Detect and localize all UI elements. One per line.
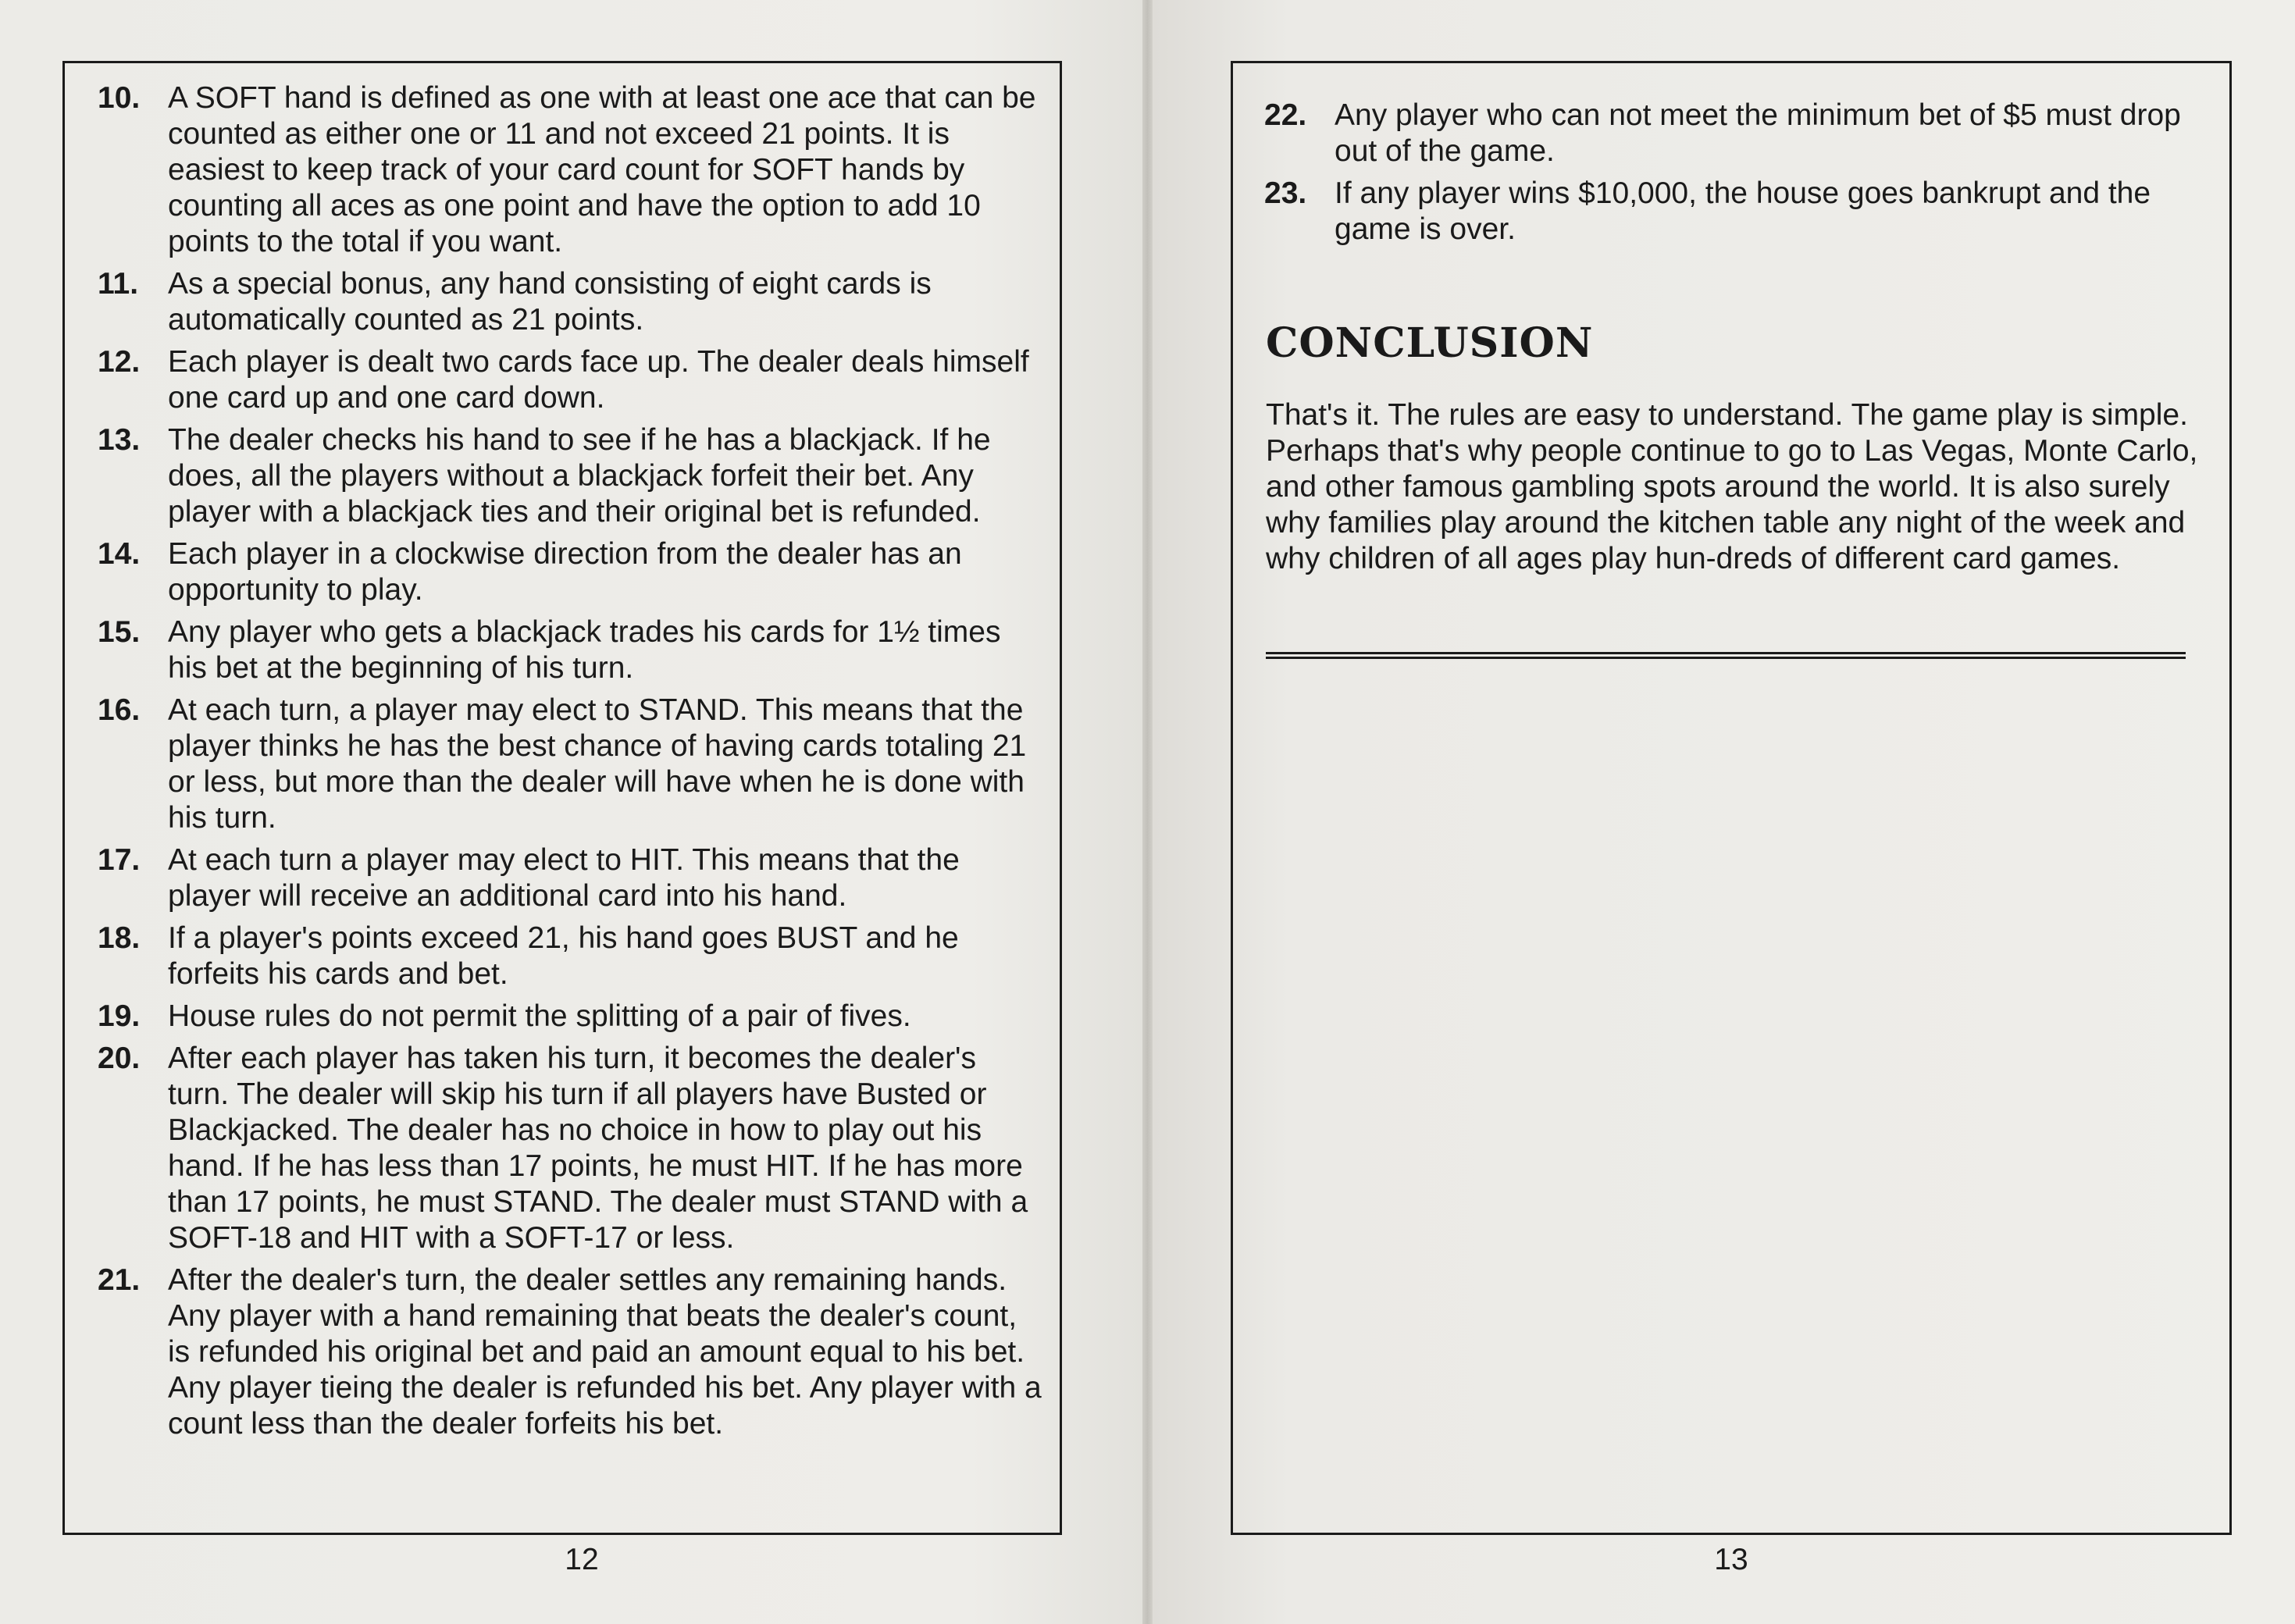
rule-text: A SOFT hand is defined as one with at least one ace that can be counted as either one or 11 and not exceed 21 points. It is easiest to keep track of your card count for SOFT hands by counting all aces as one point and have the option to add 10 points to the total if you want. (168, 81, 1036, 258)
rule-number: 10. (98, 81, 141, 115)
rule-item (98, 614, 1042, 686)
rule-text: House rules do not permit the splitting of a pair of fives. (168, 999, 911, 1033)
rule-item (98, 1041, 1042, 1256)
rule-item (98, 266, 1042, 338)
rule-item (98, 422, 1042, 530)
rule-number: 21. (98, 1263, 141, 1297)
rule-text: If any player wins $10,000, the house goes bankrupt and the game is over. (1335, 176, 2151, 246)
rule-number: 11. (98, 267, 139, 301)
right-page (1153, 0, 2295, 1624)
rules-list-right (1264, 98, 2201, 254)
rule-item (98, 80, 1042, 260)
rule-item (1264, 176, 2201, 248)
rule-item (98, 1263, 1042, 1442)
rules-list-left (98, 80, 1042, 1448)
rule-item (98, 842, 1042, 914)
rule-text: The dealer checks his hand to see if he has a blackjack. If he does, all the players without a blackjack forfeit their bet. Any player with a blackjack ties and their original bet is refunded. (168, 423, 991, 529)
rule-text: Any player who can not meet the minimum bet of $5 must drop out of the game. (1335, 98, 2181, 168)
rule-number: 12. (98, 345, 141, 379)
rule-item (98, 999, 1042, 1035)
page-number: 13 (1714, 1543, 1748, 1576)
rule-number: 15. (98, 615, 141, 649)
rule-number: 16. (98, 693, 141, 727)
rule-text: Any player who gets a blackjack trades his cards for 1½ times his bet at the beginning of his turn. (168, 615, 1001, 685)
rule-item (98, 921, 1042, 992)
right-page-frame (1231, 61, 2232, 1535)
rule-number: 19. (98, 999, 141, 1033)
rule-text: After the dealer's turn, the dealer settles any remaining hands. Any player with a hand remaining that beats the dealer's count, is refunded his original bet and paid an amount equal to his bet. Any player tieing the dealer is refunded his bet. Any player with a count less than the dealer forfeits his bet. (168, 1263, 1042, 1441)
rule-text: As a special bonus, any hand consisting of eight cards is automatically counted as 21 points. (168, 267, 932, 337)
rule-number: 22. (1264, 98, 1307, 132)
left-page-frame (62, 61, 1062, 1535)
rule-item (1264, 98, 2201, 169)
rule-text: Each player in a clockwise direction from the dealer has an opportunity to play. (168, 537, 962, 607)
rule-text: Each player is dealt two cards face up. The dealer deals himself one card up and one card down. (168, 345, 1029, 415)
rule-item (98, 693, 1042, 836)
rule-text: After each player has taken his turn, it becomes the dealer's turn. The dealer will skip his turn if all players have Busted or Blackjacked. The dealer has no choice in how to play out his hand. If he has less than 17 points, he must HIT. If he has more than 17 points, he must STAND. The dealer must STAND with a SOFT-18 and HIT with a SOFT-17 or less. (168, 1042, 1028, 1255)
double-rule-divider (1266, 652, 2186, 659)
rule-item (98, 536, 1042, 608)
rule-number: 17. (98, 843, 141, 877)
rule-number: 14. (98, 537, 141, 571)
rule-number: 20. (98, 1042, 141, 1075)
rule-number: 18. (98, 921, 141, 955)
conclusion-paragraph: That's it. The rules are easy to understand. The game play is simple. Perhaps that's why people continue to go to Las Vegas, Monte Carlo, and other famous gambling spots around the world. It is also surely why families play around the kitchen table any night of the week and why children of all ages play hun-dreds of different card games. (1266, 398, 2198, 575)
rule-number: 23. (1264, 176, 1307, 210)
rule-item (98, 344, 1042, 416)
page-number: 12 (565, 1543, 599, 1576)
rule-text: If a player's points exceed 21, his hand goes BUST and he forfeits his cards and bet. (168, 921, 959, 991)
left-page (0, 0, 1142, 1624)
rule-text: At each turn a player may elect to HIT. This means that the player will receive an additional card into his hand. (168, 843, 960, 913)
book-gutter (1142, 0, 1153, 1624)
section-heading: CONCLUSION (1266, 319, 1594, 367)
rule-number: 13. (98, 423, 141, 457)
rule-text: At each turn, a player may elect to STAND. This means that the player thinks he has the best chance of having cards totaling 21 or less, but more than the dealer will have when he is done with his turn. (168, 693, 1027, 835)
